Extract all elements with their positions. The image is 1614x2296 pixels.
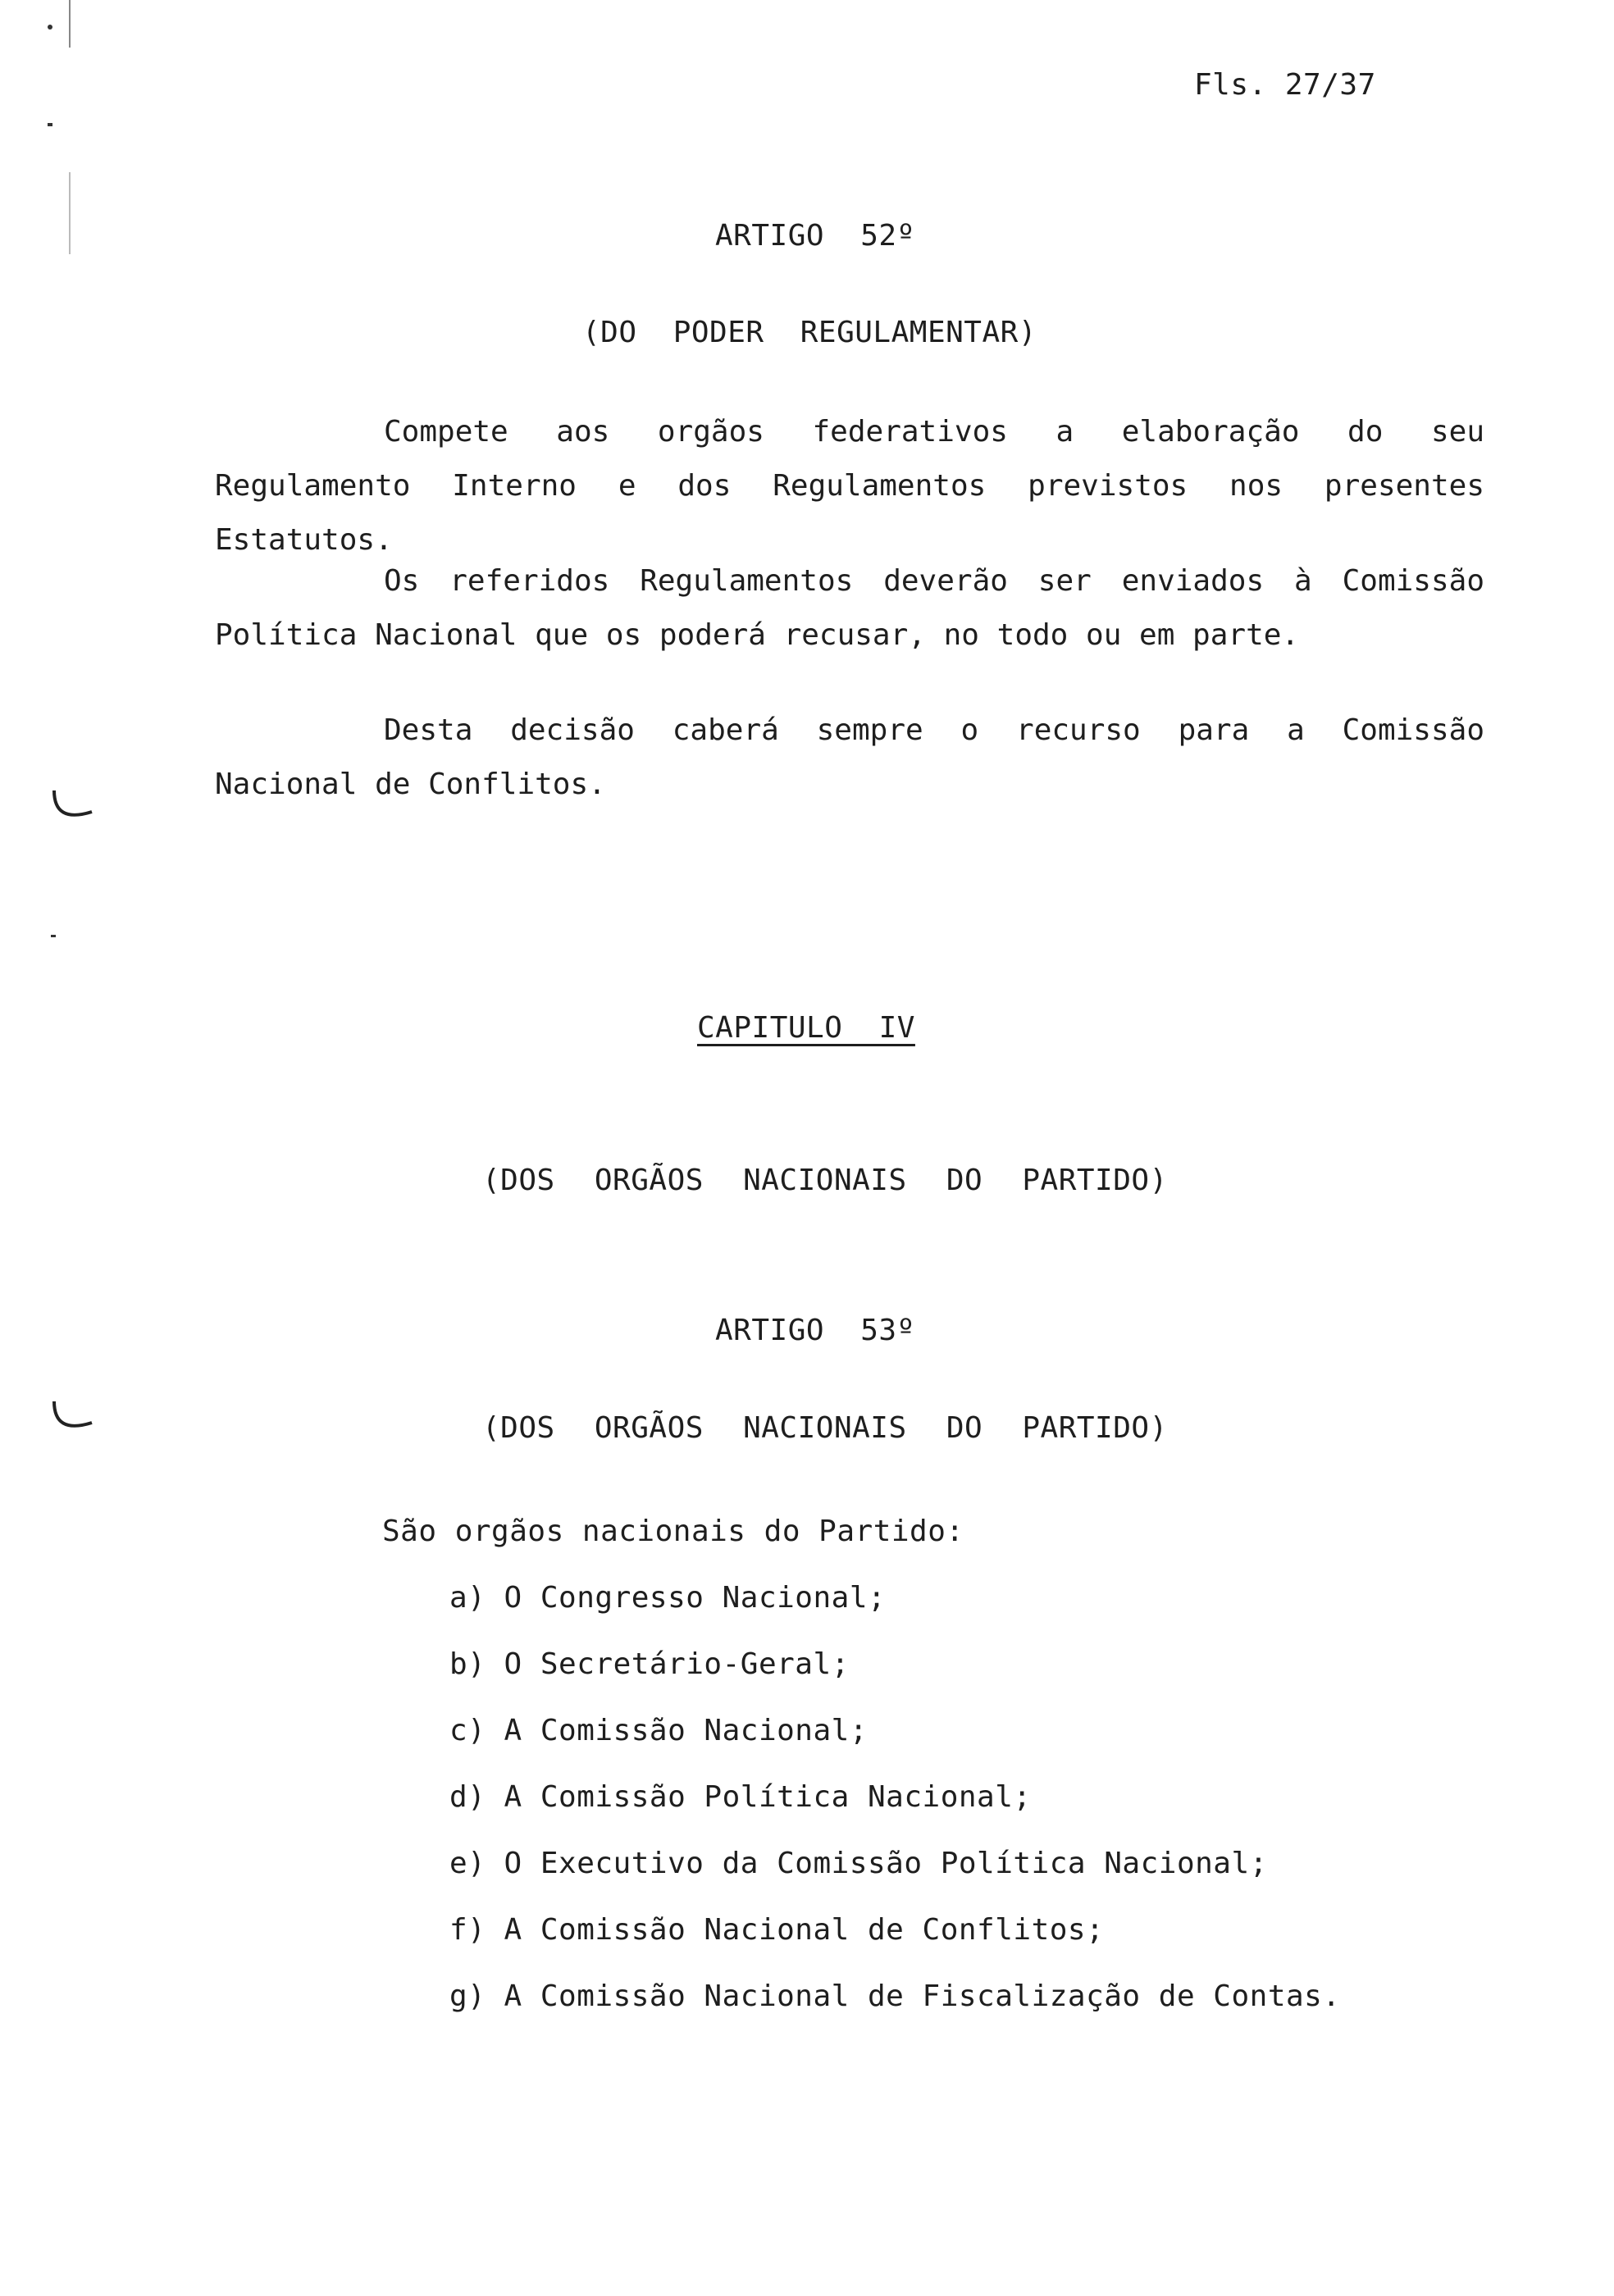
list-item: e) O Executivo da Comissão Política Nacional;	[449, 1847, 1268, 1880]
binding-mark	[51, 935, 56, 937]
article-52-title: ARTIGO 52º	[715, 219, 915, 253]
binding-line	[69, 172, 71, 254]
chapter-subtitle: (DOS ORGÃOS NACIONAIS DO PARTIDO)	[482, 1164, 1168, 1197]
binding-mark	[48, 25, 52, 30]
page-folio: Fls. 27/37	[1194, 68, 1376, 102]
list-item: d) A Comissão Política Nacional;	[449, 1780, 1032, 1814]
binding-mark	[48, 123, 52, 126]
list-item: g) A Comissão Nacional de Fiscalização de Contas.	[449, 1979, 1341, 2013]
article-53-title: ARTIGO 53º	[715, 1314, 915, 1347]
list-item: a) O Congresso Nacional;	[449, 1581, 887, 1615]
binding-line	[69, 0, 71, 48]
chapter-title: CAPITULO IV	[697, 1011, 915, 1045]
article-52-paragraph-3: Desta decisão caberá sempre o recurso para a Comissão Nacional de Conflitos.	[215, 713, 1484, 801]
binding-hook-icon	[49, 787, 98, 828]
list-item: f) A Comissão Nacional de Conflitos;	[449, 1913, 1105, 1947]
article-53-intro: São orgãos nacionais do Partido:	[382, 1515, 964, 1548]
article-52-paragraph-2: Os referidos Regulamentos deverão ser enviados à Comissão Política Nacional que os poderá recusar, no todo ou em parte.	[215, 564, 1484, 652]
list-item: c) A Comissão Nacional;	[449, 1714, 868, 1747]
article-52-subtitle: (DO PODER REGULAMENTAR)	[582, 316, 1037, 349]
article-53-subtitle: (DOS ORGÃOS NACIONAIS DO PARTIDO)	[482, 1411, 1168, 1445]
article-52-paragraph-1: Compete aos orgãos federativos a elaboração do seu Regulamento Interno e dos Regulamentos previstos nos presentes Estatutos.	[215, 415, 1484, 557]
list-item: b) O Secretário-Geral;	[449, 1647, 850, 1681]
binding-hook-icon	[49, 1398, 98, 1439]
